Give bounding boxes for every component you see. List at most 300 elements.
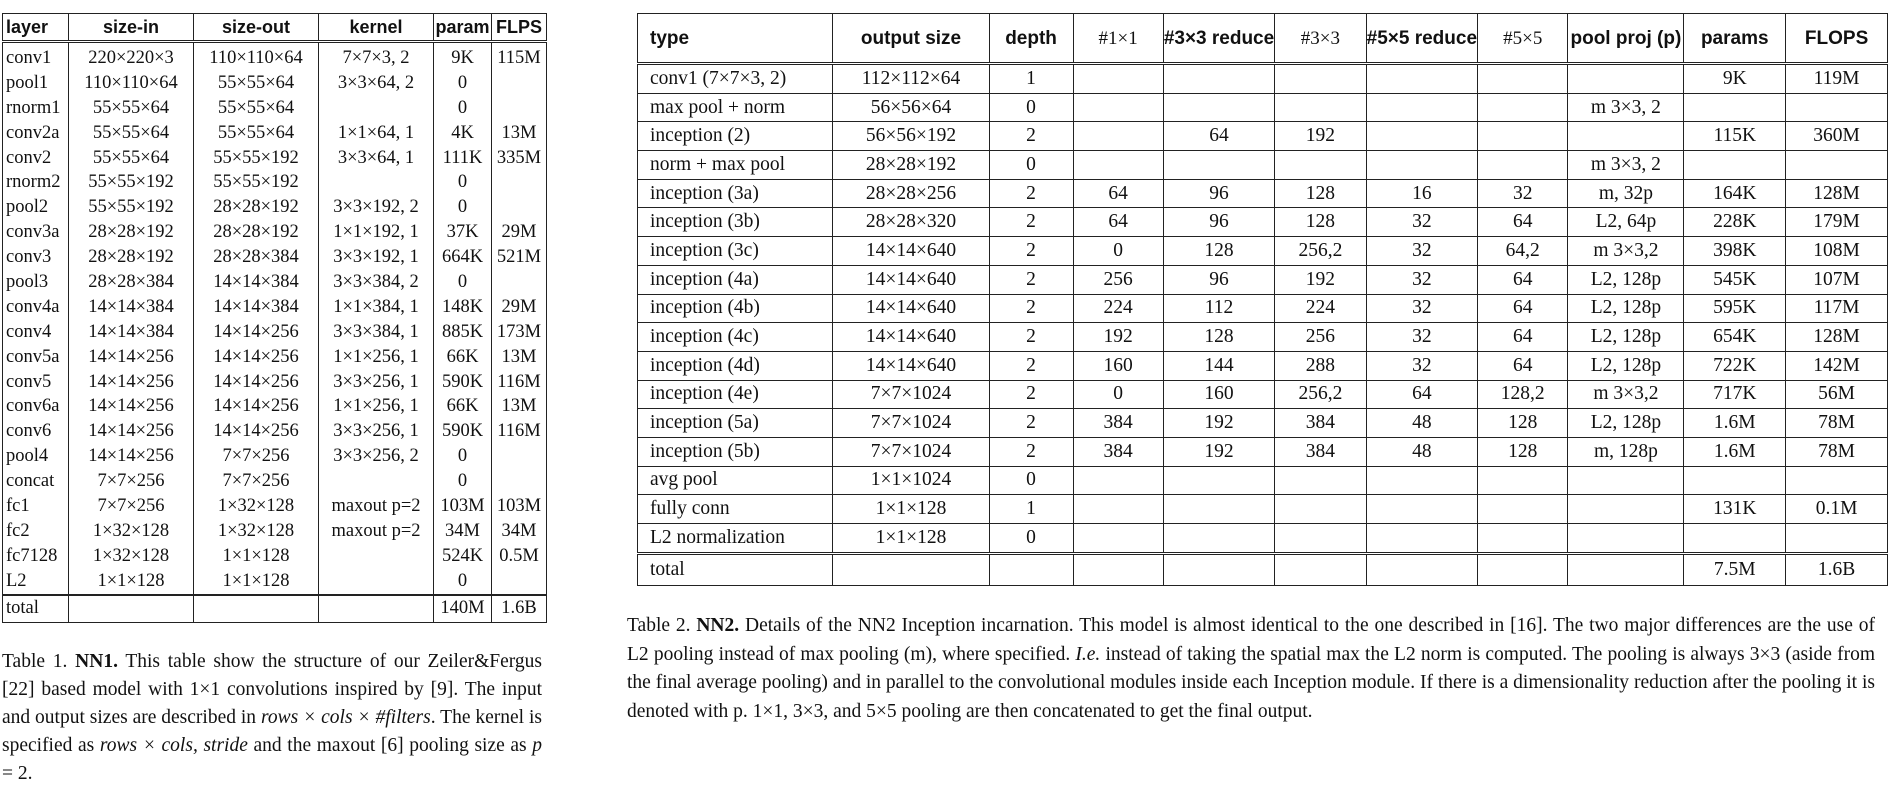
table-cell: 0 — [434, 444, 492, 469]
column-header: depth — [989, 14, 1073, 64]
table-row — [3, 569, 547, 595]
table-cell — [1568, 495, 1684, 524]
table-cell: conv3a — [3, 220, 69, 245]
table-cell — [319, 96, 434, 121]
caption-math: rows × cols, stride — [99, 735, 248, 756]
table-cell: 717K — [1684, 380, 1786, 409]
table-cell — [1366, 64, 1477, 94]
table-cell: 32 — [1366, 208, 1477, 237]
table-cell: 0.5M — [492, 544, 547, 569]
table-cell: 7×7×256 — [194, 444, 319, 469]
table-cell — [833, 553, 989, 585]
table-cell: 1×1×128 — [69, 569, 194, 595]
table-cell: 2 — [989, 237, 1073, 266]
table-cell: 48 — [1366, 409, 1477, 438]
table-cell: 116M — [492, 419, 547, 444]
table-cell — [1073, 151, 1163, 180]
table-cell: 2 — [989, 122, 1073, 151]
table-row — [3, 394, 547, 419]
table-cell: 1×1×128 — [194, 544, 319, 569]
table-row — [638, 524, 1888, 554]
table-cell: 524K — [434, 544, 492, 569]
table-cell: L2, 64p — [1568, 208, 1684, 237]
table-cell: 64 — [1478, 265, 1568, 294]
table-cell: 595K — [1684, 294, 1786, 323]
table-cell: m 3×3,2 — [1568, 237, 1684, 266]
table-cell: 142M — [1786, 351, 1888, 380]
table-cell: 224 — [1073, 294, 1163, 323]
table-cell: conv1 (7×7×3, 2) — [638, 64, 833, 94]
table-cell: 128M — [1786, 323, 1888, 352]
table-cell: max pool + norm — [638, 93, 833, 122]
table-body — [638, 64, 1888, 586]
table-cell — [1684, 151, 1786, 180]
table-cell — [1478, 553, 1568, 585]
caption-math: rows × cols × #filters — [260, 707, 431, 728]
table-cell: 14×14×256 — [194, 320, 319, 345]
table-row — [3, 519, 547, 544]
table-cell: 78M — [1786, 409, 1888, 438]
column-header: pool proj (p) — [1568, 14, 1684, 64]
table-cell: 110×110×64 — [69, 71, 194, 96]
table-row — [3, 121, 547, 146]
table-cell: 192 — [1073, 323, 1163, 352]
table-cell: 28×28×192 — [194, 220, 319, 245]
table-cell: 1×1×128 — [833, 495, 989, 524]
table-cell: 0 — [434, 469, 492, 494]
table-cell: fc7128 — [3, 544, 69, 569]
table-cell: 128,2 — [1478, 380, 1568, 409]
table-cell — [1478, 466, 1568, 495]
table-row — [3, 146, 547, 171]
table-cell: 288 — [1275, 351, 1366, 380]
table-row — [3, 494, 547, 519]
table-cell — [69, 595, 194, 623]
table-cell — [1275, 93, 1366, 122]
table-cell — [1163, 64, 1274, 94]
table-cell: total — [638, 553, 833, 585]
caption-text: and the maxout [6] pooling size as — [253, 735, 527, 756]
table-cell — [1073, 553, 1163, 585]
table-cell — [1163, 93, 1274, 122]
table-cell: 115M — [492, 42, 547, 71]
table-cell: 256 — [1275, 323, 1366, 352]
table-cell: 224 — [1275, 294, 1366, 323]
table-row — [3, 345, 547, 370]
table-cell: 103M — [434, 494, 492, 519]
table-cell — [1163, 524, 1274, 554]
table-cell: 14×14×640 — [833, 237, 989, 266]
table-cell: 14×14×256 — [69, 394, 194, 419]
table-cell: conv3 — [3, 245, 69, 270]
table-cell — [1684, 524, 1786, 554]
table-cell: 66K — [434, 394, 492, 419]
table-cell: 28×28×192 — [69, 220, 194, 245]
table-cell: 160 — [1163, 380, 1274, 409]
table-cell: 128 — [1163, 323, 1274, 352]
table-cell: 0 — [989, 151, 1073, 180]
table-cell: 590K — [434, 370, 492, 395]
table-cell — [1478, 524, 1568, 554]
table-cell: 64 — [1073, 208, 1163, 237]
table-cell: 2 — [989, 437, 1073, 466]
table-cell: 128 — [1275, 179, 1366, 208]
table-cell: 14×14×384 — [69, 320, 194, 345]
table-cell: 2 — [989, 179, 1073, 208]
table-cell: 335M — [492, 146, 547, 171]
table-row — [3, 320, 547, 345]
table-cell: 32 — [1478, 179, 1568, 208]
table-cell: 14×14×256 — [194, 394, 319, 419]
table-cell: 7×7×1024 — [833, 409, 989, 438]
table-cell: 1×32×128 — [194, 494, 319, 519]
table-cell: 28×28×256 — [833, 179, 989, 208]
table-cell: 32 — [1366, 323, 1477, 352]
table-cell: inception (5a) — [638, 409, 833, 438]
table-cell: 2 — [989, 323, 1073, 352]
caption-text: instead of taking the spatial max the L2 norm is computed. The pooling is always 3×3 (aside from the final average pooling) and in parallel to the convolutional modules inside each Inception module. If there is a dimensionality reduction after the pooling it is denoted with p. 1×1, 3×3, and 5×5 pooling are then concatenated to get the final output. — [627, 643, 1876, 722]
table-row — [638, 466, 1888, 495]
table-cell: 398K — [1684, 237, 1786, 266]
table-cell — [1366, 553, 1477, 585]
caption-label: Table 1. — [2, 651, 68, 672]
table-row — [638, 122, 1888, 151]
table-cell: m 3×3, 2 — [1568, 93, 1684, 122]
table-cell: 119M — [1786, 64, 1888, 94]
table-cell — [492, 444, 547, 469]
table-cell: 1.6M — [1684, 409, 1786, 438]
column-header: params — [1684, 14, 1786, 64]
table-cell: 7×7×256 — [69, 469, 194, 494]
table-cell: 128 — [1163, 237, 1274, 266]
caption-model-name: NN2. — [696, 615, 740, 636]
table-cell — [1275, 553, 1366, 585]
table-cell: 14×14×256 — [194, 345, 319, 370]
table-cell: 3×3×64, 2 — [319, 71, 434, 96]
table-row — [3, 419, 547, 444]
table-cell: maxout p=2 — [319, 494, 434, 519]
table-cell: m, 32p — [1568, 179, 1684, 208]
table-cell: 34M — [434, 519, 492, 544]
table-row — [638, 265, 1888, 294]
table-cell: 64 — [1478, 294, 1568, 323]
table-cell: 55×55×64 — [69, 96, 194, 121]
table-cell: 64 — [1478, 351, 1568, 380]
table-cell — [1366, 495, 1477, 524]
table-cell: 64,2 — [1478, 237, 1568, 266]
table-header-row — [638, 14, 1888, 64]
table-cell: 55×55×64 — [69, 146, 194, 171]
column-header: output size — [833, 14, 989, 64]
table-row — [638, 151, 1888, 180]
table-cell: 4K — [434, 121, 492, 146]
table-cell: inception (4e) — [638, 380, 833, 409]
table-cell: fully conn — [638, 495, 833, 524]
table-cell: 14×14×256 — [69, 345, 194, 370]
table-cell: 55×55×64 — [69, 121, 194, 146]
table-cell — [492, 71, 547, 96]
table-cell: 14×14×384 — [69, 295, 194, 320]
table-cell: inception (4c) — [638, 323, 833, 352]
table-cell: 179M — [1786, 208, 1888, 237]
table-cell: 0 — [434, 195, 492, 220]
table-cell: L2, 128p — [1568, 323, 1684, 352]
table-cell: 360M — [1786, 122, 1888, 151]
column-header: FLOPS — [1786, 14, 1888, 64]
table-cell: 29M — [492, 220, 547, 245]
table-cell: conv5a — [3, 345, 69, 370]
table-cell: 110×110×64 — [194, 42, 319, 71]
table-cell: 64 — [1073, 179, 1163, 208]
table-cell — [1684, 466, 1786, 495]
table-cell: 228K — [1684, 208, 1786, 237]
table-cell: L2, 128p — [1568, 294, 1684, 323]
table-cell: 7×7×1024 — [833, 437, 989, 466]
table-cell: 1×1×1024 — [833, 466, 989, 495]
table-cell: 0 — [1073, 380, 1163, 409]
table-cell: 13M — [492, 121, 547, 146]
table-cell: 3×3×192, 2 — [319, 195, 434, 220]
table-cell: 117M — [1786, 294, 1888, 323]
table-cell: 192 — [1163, 409, 1274, 438]
table-cell: conv1 — [3, 42, 69, 71]
table-row — [638, 351, 1888, 380]
table-cell: 1×1×128 — [194, 569, 319, 595]
table-cell: L2, 128p — [1568, 409, 1684, 438]
table-cell — [1786, 151, 1888, 180]
table-cell: L2, 128p — [1568, 265, 1684, 294]
table-cell: 32 — [1366, 237, 1477, 266]
table-cell: 28×28×384 — [69, 270, 194, 295]
table-row — [3, 245, 547, 270]
table-row — [638, 93, 1888, 122]
table-cell: 1.6B — [1786, 553, 1888, 585]
table-cell: 96 — [1163, 265, 1274, 294]
table-cell: 32 — [1366, 294, 1477, 323]
table-cell: conv4a — [3, 295, 69, 320]
caption-text: = 2. — [2, 763, 33, 784]
table-cell: 1×32×128 — [69, 544, 194, 569]
total-row — [638, 553, 1888, 585]
table-cell: 0.1M — [1786, 495, 1888, 524]
table-cell: L2, 128p — [1568, 351, 1684, 380]
table-cell: 55×55×192 — [69, 195, 194, 220]
table-row — [3, 370, 547, 395]
table-cell: inception (2) — [638, 122, 833, 151]
nn1-table — [2, 13, 547, 623]
table-cell — [1786, 524, 1888, 554]
table-cell: inception (4a) — [638, 265, 833, 294]
table-cell: 384 — [1275, 437, 1366, 466]
table-cell: 64 — [1366, 380, 1477, 409]
table-cell: 3×3×256, 1 — [319, 370, 434, 395]
table-cell: 28×28×320 — [833, 208, 989, 237]
table-cell: 29M — [492, 295, 547, 320]
table-cell — [1073, 495, 1163, 524]
table-cell — [1073, 64, 1163, 94]
table-row — [638, 437, 1888, 466]
table-cell: 56×56×192 — [833, 122, 989, 151]
nn2-table — [637, 13, 1888, 586]
table-cell: m, 128p — [1568, 437, 1684, 466]
table-cell: 64 — [1478, 208, 1568, 237]
table-cell: 173M — [492, 320, 547, 345]
table-cell: 256 — [1073, 265, 1163, 294]
table-cell — [1073, 122, 1163, 151]
table-cell — [492, 96, 547, 121]
table-cell — [319, 595, 434, 623]
table-cell: 885K — [434, 320, 492, 345]
table-cell: 111K — [434, 146, 492, 171]
table-cell: 140M — [434, 595, 492, 623]
table-cell: 144 — [1163, 351, 1274, 380]
table-cell — [1275, 151, 1366, 180]
table-cell: conv4 — [3, 320, 69, 345]
table-cell: 0 — [434, 569, 492, 595]
table-cell: inception (4d) — [638, 351, 833, 380]
caption-model-name: NN1. — [75, 651, 118, 672]
table-cell: 115K — [1684, 122, 1786, 151]
table-cell: 128 — [1478, 409, 1568, 438]
table-cell: 384 — [1073, 409, 1163, 438]
table-cell — [989, 553, 1073, 585]
table-cell — [1568, 466, 1684, 495]
table-cell: pool1 — [3, 71, 69, 96]
table-cell: total — [3, 595, 69, 623]
table-cell: 0 — [434, 71, 492, 96]
table-cell: 384 — [1073, 437, 1163, 466]
table-cell: 7.5M — [1684, 553, 1786, 585]
table-cell: 78M — [1786, 437, 1888, 466]
table-cell: 7×7×3, 2 — [319, 42, 434, 71]
total-row — [3, 595, 547, 623]
table-cell: 55×55×64 — [194, 121, 319, 146]
table-row — [3, 544, 547, 569]
table-cell — [1478, 122, 1568, 151]
table-cell — [1786, 466, 1888, 495]
column-header: param — [434, 14, 492, 42]
table-cell: 1×1×128 — [833, 524, 989, 554]
table-cell: 1×1×192, 1 — [319, 220, 434, 245]
table-cell: 0 — [989, 93, 1073, 122]
table-cell: 0 — [1073, 237, 1163, 266]
table-cell — [1366, 466, 1477, 495]
table-cell: 722K — [1684, 351, 1786, 380]
table-cell: 34M — [492, 519, 547, 544]
table-cell: 55×55×192 — [194, 170, 319, 195]
table-cell — [1275, 466, 1366, 495]
table-cell: 0 — [989, 466, 1073, 495]
table-cell: inception (3c) — [638, 237, 833, 266]
column-header: layer — [3, 14, 69, 42]
table-cell — [1163, 151, 1274, 180]
table-cell — [319, 544, 434, 569]
table-row — [3, 270, 547, 295]
table-cell: 1×1×256, 1 — [319, 345, 434, 370]
table-cell — [1073, 466, 1163, 495]
table-cell: 0 — [434, 96, 492, 121]
table-cell: inception (3a) — [638, 179, 833, 208]
table-cell: 128 — [1478, 437, 1568, 466]
table-cell — [1366, 524, 1477, 554]
table-cell — [1684, 93, 1786, 122]
column-header: #5×5 — [1478, 14, 1568, 64]
table-row — [638, 294, 1888, 323]
table-cell: conv2a — [3, 121, 69, 146]
table-cell: 256,2 — [1275, 237, 1366, 266]
table-cell: 2 — [989, 380, 1073, 409]
table-cell: 2 — [989, 294, 1073, 323]
table-cell: fc2 — [3, 519, 69, 544]
table-2 — [637, 13, 1888, 586]
table-cell — [1073, 524, 1163, 554]
table-cell: inception (3b) — [638, 208, 833, 237]
table-cell — [492, 569, 547, 595]
table-cell: inception (5b) — [638, 437, 833, 466]
table-cell: maxout p=2 — [319, 519, 434, 544]
table-cell: 0 — [989, 524, 1073, 554]
table-cell — [1275, 64, 1366, 94]
table-row — [3, 295, 547, 320]
table-cell — [319, 469, 434, 494]
table-cell: 96 — [1163, 208, 1274, 237]
table-row — [638, 237, 1888, 266]
table-cell: 2 — [989, 409, 1073, 438]
table-cell — [1163, 495, 1274, 524]
table-cell: pool3 — [3, 270, 69, 295]
table-cell — [1366, 93, 1477, 122]
table-cell — [1275, 524, 1366, 554]
table-cell: 9K — [1684, 64, 1786, 94]
table-cell: concat — [3, 469, 69, 494]
table-cell: 131K — [1684, 495, 1786, 524]
table-header-row — [3, 14, 547, 42]
table-cell: 2 — [989, 208, 1073, 237]
table-row — [3, 469, 547, 494]
table-cell: 2 — [989, 265, 1073, 294]
table-cell: 1.6B — [492, 595, 547, 623]
table-cell: 14×14×384 — [194, 295, 319, 320]
table-cell: 7×7×1024 — [833, 380, 989, 409]
table-cell — [1568, 553, 1684, 585]
table-cell: 1×1×384, 1 — [319, 295, 434, 320]
table-row — [3, 42, 547, 71]
table-row — [3, 96, 547, 121]
table-row — [638, 380, 1888, 409]
table-cell: 64 — [1478, 323, 1568, 352]
table-cell: 128 — [1275, 208, 1366, 237]
table-cell — [1073, 93, 1163, 122]
table-cell: 664K — [434, 245, 492, 270]
table-cell: pool4 — [3, 444, 69, 469]
table-cell: norm + max pool — [638, 151, 833, 180]
table-cell — [1366, 151, 1477, 180]
table-cell: 56×56×64 — [833, 93, 989, 122]
column-header: kernel — [319, 14, 434, 42]
table-cell: 192 — [1275, 122, 1366, 151]
column-header: #3×3 reduce — [1163, 14, 1274, 64]
table-cell: 3×3×384, 1 — [319, 320, 434, 345]
table-cell: 590K — [434, 419, 492, 444]
table-row — [638, 409, 1888, 438]
table-cell: 521M — [492, 245, 547, 270]
table-cell: 7×7×256 — [194, 469, 319, 494]
table-cell — [319, 569, 434, 595]
table-cell: 160 — [1073, 351, 1163, 380]
table-cell: 55×55×64 — [194, 96, 319, 121]
table-row — [638, 495, 1888, 524]
table-cell — [1786, 93, 1888, 122]
